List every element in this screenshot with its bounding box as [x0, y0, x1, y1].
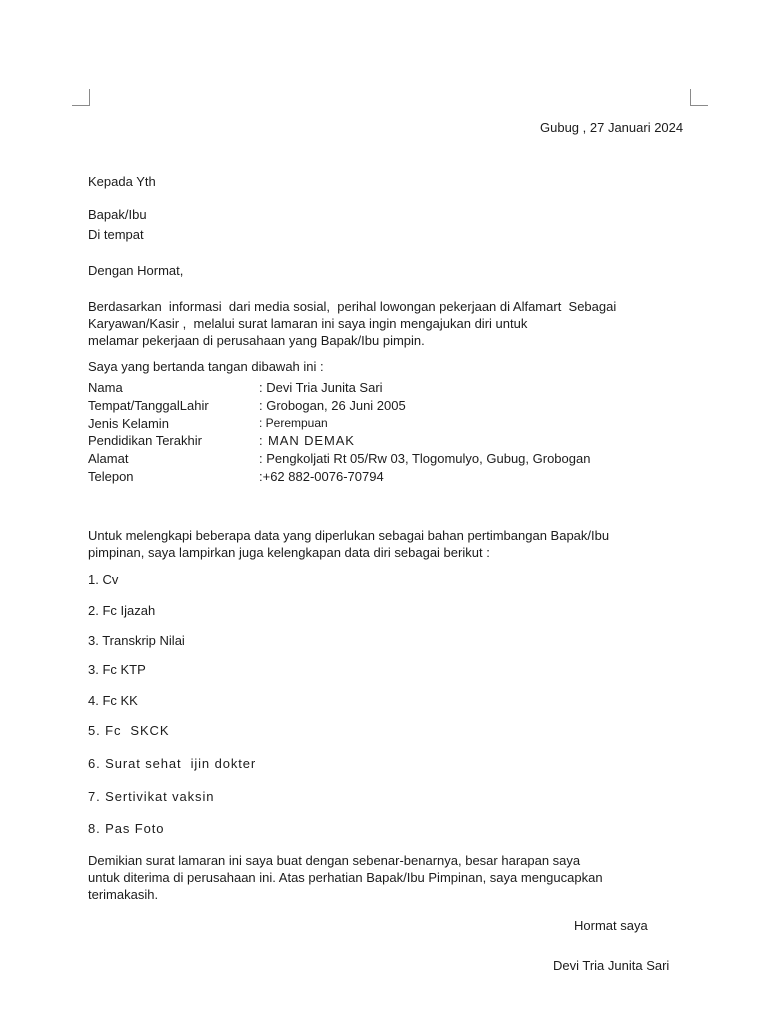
signatory-intro: Saya yang bertanda tangan dibawah ini :: [88, 359, 324, 374]
list-item: 1. Cv: [88, 572, 119, 587]
detail-value: :+62 882-0076-70794: [259, 469, 384, 484]
detail-label: Tempat/TanggalLahir: [88, 398, 209, 413]
detail-value: : Perempuan: [259, 416, 328, 430]
closing-line: Demikian surat lamaran ini saya buat dengan sebenar-benarnya, besar harapan saya: [88, 853, 581, 868]
detail-label: Telepon: [88, 469, 134, 484]
detail-value: : MAN DEMAK: [259, 433, 355, 448]
list-item: 3. Fc KTP: [88, 662, 146, 677]
closing-line: terimakasih.: [88, 887, 159, 902]
list-item: 4. Fc KK: [88, 693, 138, 708]
detail-label: Pendidikan Terakhir: [88, 433, 202, 448]
closing-paragraph: [88, 852, 603, 903]
attachments-intro: [88, 527, 609, 561]
recipient-place: Di tempat: [88, 227, 144, 242]
crop-mark-top-right: [690, 105, 708, 106]
recipient-name: Bapak/Ibu: [88, 207, 147, 222]
detail-label: Jenis Kelamin: [88, 416, 169, 431]
crop-mark-top-right: [690, 89, 691, 106]
list-item: 7. Sertivikat vaksin: [88, 789, 215, 804]
crop-mark-top-left: [72, 105, 90, 106]
list-item: 3. Transkrip Nilai: [88, 633, 185, 648]
greeting: Dengan Hormat,: [88, 263, 184, 278]
list-item: 6. Surat sehat ijin dokter: [88, 756, 257, 771]
list-item: 8. Pas Foto: [88, 821, 165, 836]
intro-paragraph: [88, 298, 616, 349]
attachments-intro-line: Untuk melengkapi beberapa data yang diperlukan sebagai bahan pertimbangan Bapak/Ibu: [88, 528, 610, 543]
intro-line: Karyawan/Kasir , melalui surat lamaran ini saya ingin mengajukan diri untuk: [88, 316, 528, 331]
salutation: Hormat saya: [574, 918, 648, 933]
attachments-intro-line: pimpinan, saya lampirkan juga kelengkapan data diri sebagai berikut :: [88, 545, 490, 560]
detail-value: : Grobogan, 26 Juni 2005: [259, 398, 406, 413]
recipient-to: Kepada Yth: [88, 174, 156, 189]
detail-label: Nama: [88, 380, 123, 395]
closing-line: untuk diterima di perusahaan ini. Atas perhatian Bapak/Ibu Pimpinan, saya mengucapkan: [88, 870, 603, 885]
list-item: 2. Fc Ijazah: [88, 603, 156, 618]
intro-line: melamar pekerjaan di perusahaan yang Bapak/Ibu pimpin.: [88, 333, 425, 348]
signature-name: Devi Tria Junita Sari: [553, 958, 670, 973]
place-date: Gubug , 27 Januari 2024: [540, 120, 684, 135]
intro-line: Berdasarkan informasi dari media sosial, perihal lowongan pekerjaan di Alfamart Sebagai: [88, 299, 617, 314]
detail-label: Alamat: [88, 451, 129, 466]
detail-value: : Devi Tria Junita Sari: [259, 380, 383, 395]
crop-mark-top-left: [89, 89, 90, 106]
detail-value: : Pengkoljati Rt 05/Rw 03, Tlogomulyo, Gubug, Grobogan: [259, 451, 591, 466]
list-item: 5. Fc SKCK: [88, 723, 170, 738]
